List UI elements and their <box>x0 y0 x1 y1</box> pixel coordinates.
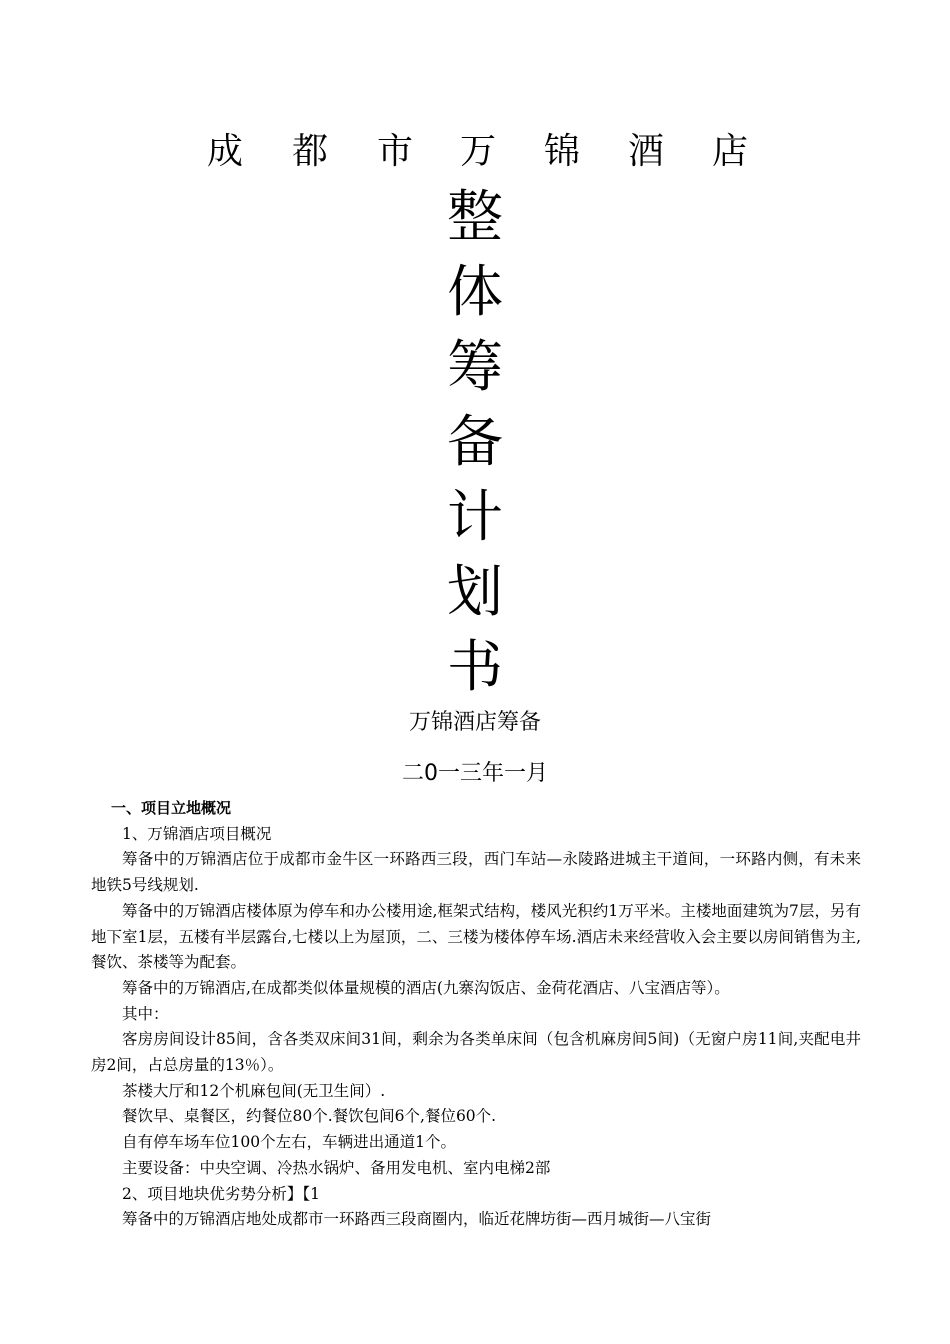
body-paragraph: 自有停车场车位100个左右，车辆进出通道1个。 <box>122 1133 456 1152</box>
body-paragraph: 主要设备：中央空调、冷热水锅炉、备用发电机、室内电梯2部 <box>122 1158 551 1177</box>
vertical-title-char: 计 <box>447 485 503 550</box>
title-char: 万 <box>459 131 496 172</box>
body-paragraph: 其中： <box>122 1004 169 1023</box>
title-char: 酒 <box>627 131 664 172</box>
body-paragraph: 筹备中的万锦酒店位于成都市金牛区一环路西三段，西门车站—永陵路进城主干道间，一环路内侧，有未来地铁5号线规划. <box>91 850 861 895</box>
vertical-title-char: 整 <box>447 185 503 250</box>
body-paragraph: 筹备中的万锦酒店楼体原为停车和办公楼用途,框架式结构，楼风光积约1万平米。主楼地面建筑为7层，另有地下室1层，五楼有半层露台,七楼以上为屋顶，二、三楼为楼体停车场.酒店未来经营收入会主要以房间销售为主,餐饮、茶楼等为配套。 <box>91 901 861 972</box>
organizer: 万锦酒店筹备 <box>408 710 541 735</box>
title-char: 锦 <box>543 131 580 172</box>
body-paragraph: 筹备中的万锦酒店地处成都市一环路西三段商圈内，临近花牌坊街—西月城街—八宝街 <box>122 1210 712 1229</box>
document-body <box>91 796 861 1233</box>
vertical-title-char: 划 <box>447 560 503 625</box>
hotel-name-title <box>0 127 950 177</box>
vertical-title-char: 备 <box>447 410 503 475</box>
body-paragraph: 筹备中的万锦酒店,在成都类似体量规模的酒店(九寨沟饭店、金荷花酒店、八宝酒店等）。 <box>122 978 730 997</box>
title-char: 成 <box>206 131 243 172</box>
title-char: 市 <box>376 131 413 172</box>
body-paragraph: 客房房间设计85间，含各类双床间31间，剩余为各类单床间（包含机麻房间5间)（无窗户房11间,夹配电井房2间，占总房量的13％）。 <box>91 1030 861 1075</box>
vertical-title-char: 书 <box>447 635 503 700</box>
body-paragraph: 餐饮早、桌餐区，约餐位80个.餐饮包间6个,餐位60个. <box>122 1107 497 1126</box>
plan-title-vertical <box>425 180 525 705</box>
vertical-title-char: 体 <box>447 260 503 325</box>
section-heading: 一、项目立地概况 <box>111 799 232 817</box>
subsection-heading: 2、项目地块优劣势分析】【1 <box>122 1184 320 1203</box>
subsection-heading: 1、万锦酒店项目概况 <box>122 824 272 843</box>
title-char: 店 <box>711 131 748 172</box>
document-date: 二0一三年一月 <box>402 761 548 786</box>
body-paragraph: 茶楼大厅和12个机麻包间(无卫生间）. <box>122 1081 386 1100</box>
vertical-title-char: 筹 <box>447 335 503 400</box>
title-char: 都 <box>291 131 328 172</box>
